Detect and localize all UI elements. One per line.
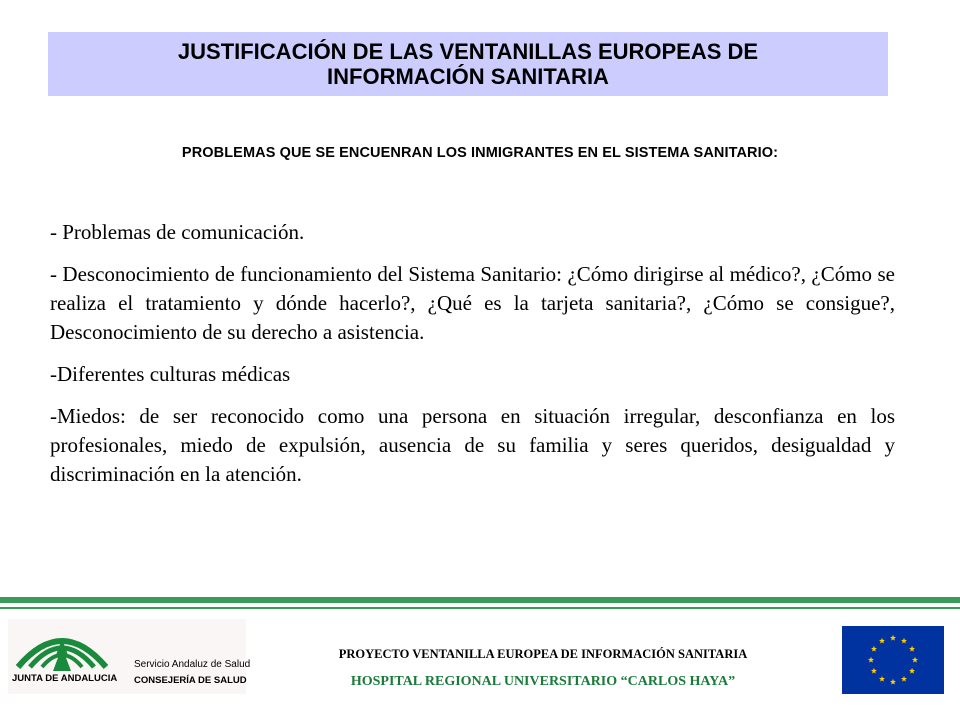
footer-divider-thin	[0, 607, 960, 609]
consejeria-name: CONSEJERÍA DE SALUD	[134, 675, 247, 686]
project-name: PROYECTO VENTANILLA EUROPEA DE INFORMACIÓN SANITARIA	[338, 647, 748, 661]
section-subtitle: PROBLEMAS QUE SE ENCUENRAN LOS INMIGRANTES EN EL SISTEMA SANITARIO:	[181, 145, 779, 161]
footer-divider-thick	[0, 597, 960, 603]
title-line-2: INFORMACIÓN SANITARIA	[327, 64, 609, 89]
junta-andalucia-seal-icon	[12, 621, 112, 673]
servicio-andaluz-name: Servicio Andaluz de Salud	[134, 659, 251, 670]
paragraph-system-knowledge: - Desconocimiento de funcionamiento del Sistema Sanitario: ¿Cómo dirigirse al médico?, ¿Cómo se realiza el tratamiento y dónde hacerlo?, ¿Qué es la tarjeta sanitaria?, ¿Cómo se consigue?, Desconocimiento de su derecho a asistencia.	[50, 262, 895, 344]
paragraph-communication: - Problemas de comunicación.	[50, 220, 305, 244]
problem-list	[50, 218, 895, 502]
title-banner	[48, 32, 888, 96]
title-line-1: JUSTIFICACIÓN DE LAS VENTANILLAS EUROPEAS DE	[177, 39, 759, 64]
junta-name: JUNTA DE ANDALUCIA	[12, 673, 118, 684]
eu-flag-icon	[842, 626, 944, 694]
paragraph-medical-cultures: -Diferentes culturas médicas	[50, 362, 291, 386]
paragraph-fears: -Miedos: de ser reconocido como una persona en situación irregular, desconfianza en los profesionales, miedo de expulsión, ausencia de su familia y seres queridos, desigualdad y discriminación en la atención.	[50, 404, 895, 486]
junta-andalucia-logo	[8, 619, 251, 694]
hospital-name: HOSPITAL REGIONAL UNIVERSITARIO “CARLOS HAYA”	[350, 674, 736, 689]
